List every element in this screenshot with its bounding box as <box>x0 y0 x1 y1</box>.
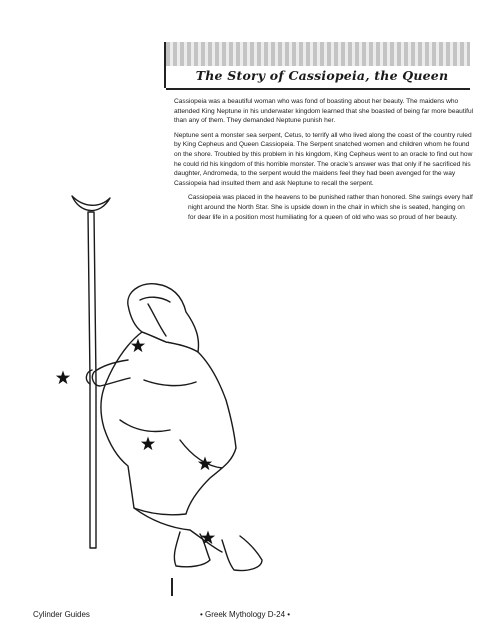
footer-page-label: • Greek Mythology D-24 • <box>200 610 291 619</box>
face <box>148 304 166 336</box>
right-foot <box>222 536 262 571</box>
veil-inner <box>140 297 170 302</box>
fold-1 <box>120 420 170 432</box>
stars <box>56 339 215 545</box>
staff <box>88 212 96 548</box>
staff-crescent <box>72 196 110 211</box>
star-4 <box>198 457 212 471</box>
story-paragraph-3: Cassiopeia was placed in the heavens to be punished rather than honored. She swings every half night around the North Star. She is upside down in the chair in which she is seated, hanging on for dear life in a position most humiliating for a queen of old who was so proud of her beauty. <box>188 194 473 221</box>
page-title: The Story of Cassiopeia, the Queen <box>195 68 449 83</box>
bottom-vertical-rule <box>171 578 173 596</box>
footer-publisher: Cylinder Guides <box>33 610 90 619</box>
star-1 <box>56 371 70 385</box>
hand <box>86 370 92 384</box>
story-paragraph-2: Neptune sent a monster sea serpent, Cetus, to terrify all who lived along the coast of the country ruled by King Cepheus and Queen Cassiopeia. The Serpent snatched women and children whom he found on the shore. Troubled by this problem in his kingdom, King Cepheus went to an oracle to find out how he could rid his kingdom of this horrible monster. The oracle’s answer was that only if he sacrificed his daughter, Andromeda, to the serpent would the maidens feel they had been avenged for the way Cassiopeia had insulted them and ask Neptune to recall the serpent. <box>174 131 473 187</box>
lap-line <box>144 380 196 386</box>
story-paragraph-1: Cassiopeia was a beautiful woman who was fond of boasting about her beauty. The maidens who attended King Neptune in his underwater kingdom learned that she boasted of being far more beautiful than any of them. They demanded Neptune punish her. <box>174 98 474 125</box>
cloak <box>101 332 236 515</box>
arm <box>92 360 130 386</box>
star-3 <box>141 437 155 451</box>
